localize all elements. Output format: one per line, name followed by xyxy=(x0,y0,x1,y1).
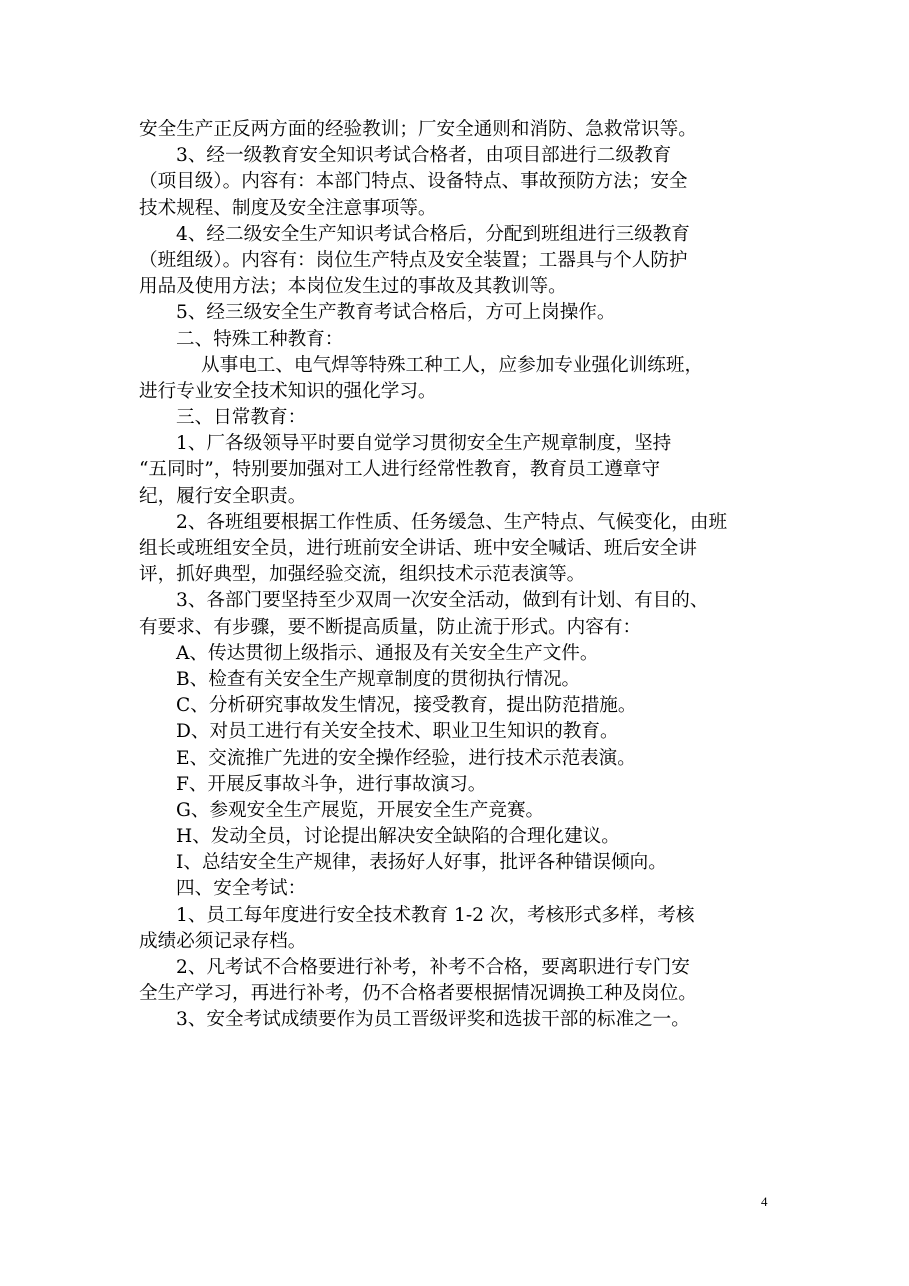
text-line: （班组级）。内容有：岗位生产特点及安全装置；工器具与个人防护 xyxy=(139,249,688,271)
text-line: H、发动全员，讨论提出解决安全缺陷的合理化建议。 xyxy=(176,826,620,848)
text-line: 用品及使用方法；本岗位发生过的事故及其教训等。 xyxy=(139,276,567,298)
text-line: 组长或班组安全员，进行班前安全讲话、班中安全喊话、班后安全讲 xyxy=(139,538,697,559)
text-line: 四、安全考试： xyxy=(176,878,307,900)
text-line: 三、日常教育： xyxy=(176,407,307,429)
text-line: 成绩必须记录存档。 xyxy=(139,930,307,952)
text-line: 1、员工每年度进行安全技术教育 1-2 次，考核形式多样，考核 xyxy=(176,904,695,926)
text-line: F、开展反事故斗争，进行事故演习。 xyxy=(176,773,487,795)
text-line: C、分析研究事故发生情况，接受教育，提出防范措施。 xyxy=(176,695,637,717)
page-number: 4 xyxy=(761,1194,768,1209)
text-line: 有要求、有步骤，要不断提高质量，防止流于形式。内容有： xyxy=(139,616,642,638)
text-line: 4、经二级安全生产知识考试合格后，分配到班组进行三级教育 xyxy=(176,223,690,245)
text-line: D、对员工进行有关安全技术、职业卫生知识的教育。 xyxy=(176,721,619,743)
text-line: G、参观安全生产展览，开展安全生产竞赛。 xyxy=(176,799,545,821)
text-line: 从事电工、电气焊等特殊工种工人，应参加专业强化训练班， xyxy=(201,354,704,376)
text-line: 2、凡考试不合格要进行补考，补考不合格，要离职进行专门安 xyxy=(176,957,690,978)
text-line: A、传达贯彻上级指示、通报及有关安全生产文件。 xyxy=(176,642,599,664)
text-line: I、总结安全生产规律，表扬好人好事，批评各种错误倾向。 xyxy=(176,852,667,874)
text-line: 3、经一级教育安全知识考试合格者，由项目部进行二级教育 xyxy=(176,145,672,167)
text-line: 进行专业安全技术知识的强化学习。 xyxy=(139,380,437,402)
text-line: 3、安全考试成绩要作为员工晋级评奖和选拔干部的标准之一。 xyxy=(176,1009,690,1031)
text-line: 全生产学习，再进行补考，仍不合格者要根据情况调换工种及岗位。 xyxy=(139,983,697,1005)
text-line: “五同时”，特别要加强对工人进行经常性教育，教育员工遵章守 xyxy=(139,459,661,481)
text-line: 1、厂各级领导平时要自觉学习贯彻安全生产规章制度，坚持 xyxy=(176,433,672,455)
text-line: B、检查有关安全生产规章制度的贯彻执行情况。 xyxy=(176,668,581,690)
text-line: 评，抓好典型，加强经验交流，组织技术示范表演等。 xyxy=(139,564,586,586)
text-line: 2、各班组要根据工作性质、任务缓急、生产特点、气候变化，由班 xyxy=(176,511,728,533)
text-line: 纪，履行安全职责。 xyxy=(139,485,307,507)
text-line: 二、特殊工种教育： xyxy=(176,328,344,350)
text-line: 3、各部门要坚持至少双周一次安全活动，做到有计划、有目的、 xyxy=(176,590,709,612)
document-body xyxy=(139,117,775,1034)
text-line: E、交流推广先进的安全操作经验，进行技术示范表演。 xyxy=(176,747,636,769)
text-line: 安全生产正反两方面的经验教训；厂安全通则和消防、急救常识等。 xyxy=(139,119,697,140)
text-line: 5、经三级安全生产教育考试合格后，方可上岗操作。 xyxy=(176,302,616,324)
text-line: 技术规程、制度及安全注意事项等。 xyxy=(139,197,437,219)
text-line: （项目级）。内容有：本部门特点、设备特点、事故预防方法；安全 xyxy=(139,171,688,193)
